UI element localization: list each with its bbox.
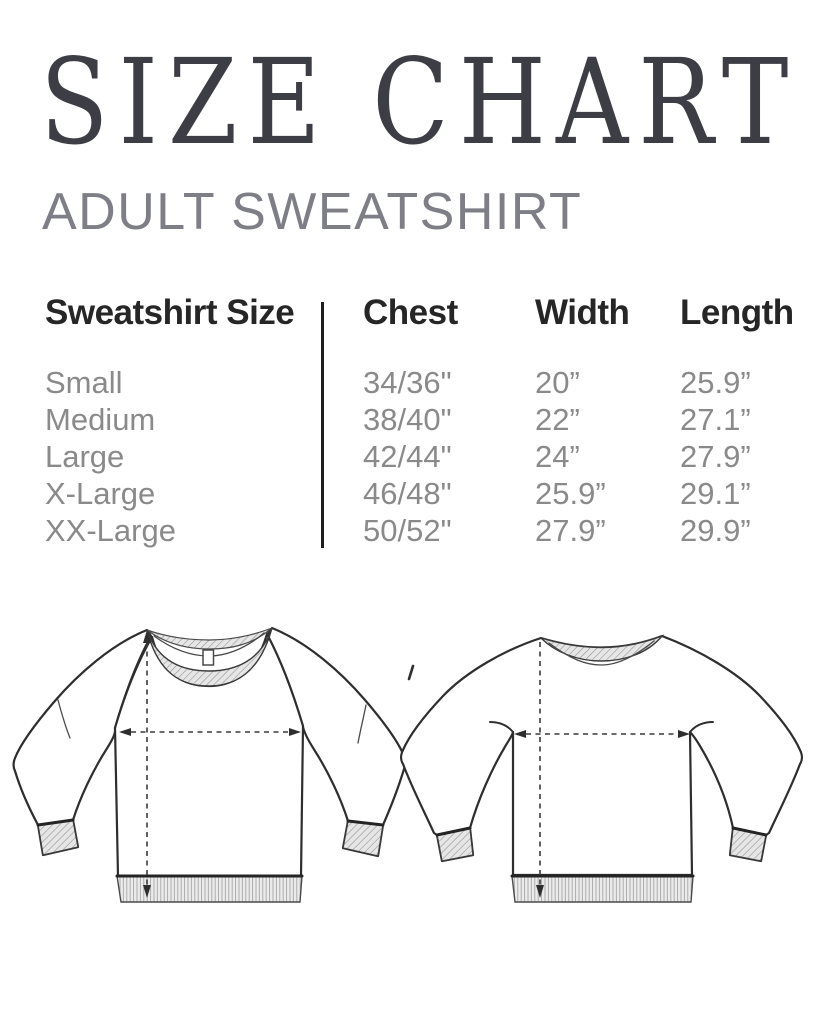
- sweatshirt-front-diagram: [14, 628, 406, 902]
- front-right-cuff: [343, 821, 383, 856]
- length-value: 27.1”: [680, 402, 751, 437]
- table-body: [45, 364, 780, 549]
- size-value: Small: [45, 365, 123, 400]
- column-header-width: Width: [535, 293, 630, 332]
- size-value: XX-Large: [45, 513, 176, 548]
- width-value: 27.9”: [535, 513, 606, 548]
- size-value: Medium: [45, 402, 156, 437]
- table-divider-line: [321, 302, 324, 548]
- front-body: [115, 634, 303, 876]
- column-header-size: Sweatshirt Size: [45, 293, 295, 332]
- chest-value: 34/36": [363, 365, 452, 400]
- length-value: 25.9”: [680, 365, 751, 400]
- table-row: [45, 475, 780, 512]
- length-value: 27.9”: [680, 439, 751, 474]
- sweatshirt-diagrams-svg: [0, 580, 819, 1024]
- size-value: Large: [45, 439, 125, 474]
- length-value: 29.9”: [680, 513, 751, 548]
- sweatshirt-back-diagram: [401, 636, 802, 902]
- table-row: [45, 438, 780, 475]
- width-value: 25.9”: [535, 476, 606, 511]
- size-table: [45, 292, 794, 549]
- front-collar-inner-band: [147, 628, 272, 649]
- table-row: [45, 401, 780, 438]
- chest-value: 50/52": [363, 513, 452, 548]
- length-value: 29.1”: [680, 476, 751, 511]
- chest-value: 46/48": [363, 476, 452, 511]
- width-value: 22”: [535, 402, 580, 437]
- page-subtitle: ADULT SWEATSHIRT: [42, 183, 583, 241]
- chest-value: 42/44": [363, 439, 452, 474]
- page-title: SIZE CHART: [40, 33, 799, 172]
- stray-tick-mark: [409, 666, 413, 679]
- chest-value: 38/40": [363, 402, 452, 437]
- column-header-length: Length: [680, 293, 794, 332]
- table-row: [45, 364, 780, 401]
- size-value: X-Large: [45, 476, 156, 511]
- table-row: [45, 512, 780, 549]
- width-value: 24”: [535, 439, 580, 474]
- column-header-chest: Chest: [363, 293, 458, 332]
- table-header-row: [45, 292, 794, 334]
- width-value: 20”: [535, 365, 580, 400]
- front-neck-tag: [203, 650, 214, 665]
